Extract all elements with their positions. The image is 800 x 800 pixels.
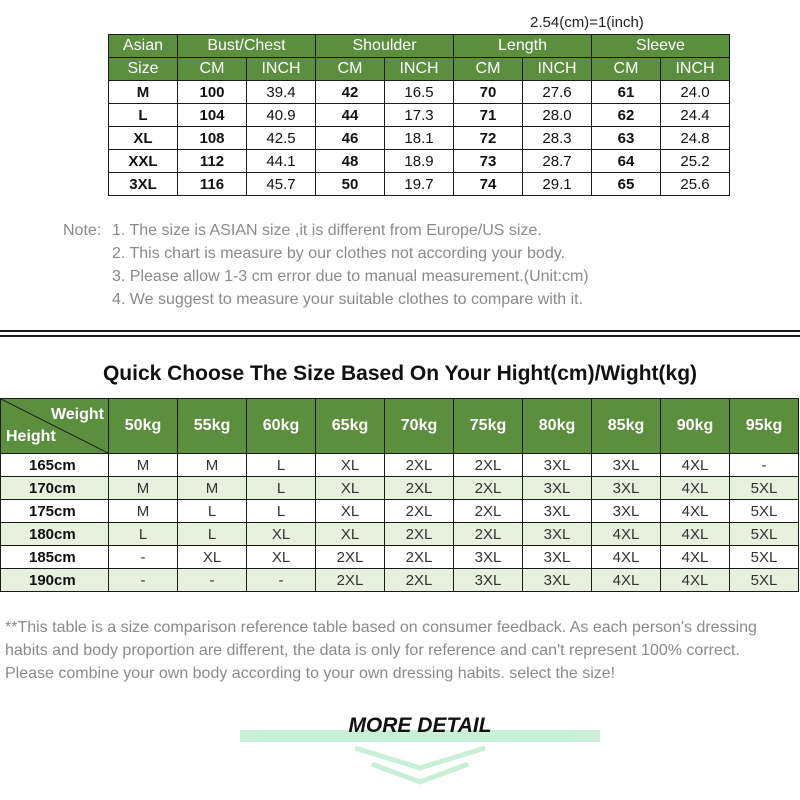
size-cell: 5XL (730, 546, 799, 569)
cm-value: 64 (592, 150, 661, 173)
size-cell: 5XL (730, 477, 799, 500)
size-cell: 3XL (523, 523, 592, 546)
size-cell: 3XL (523, 477, 592, 500)
size-row (109, 127, 730, 150)
size-cell: L (178, 523, 247, 546)
inch-value: 27.6 (523, 81, 592, 104)
height-axis-label: Height (6, 428, 56, 445)
height-weight-table (0, 398, 799, 592)
size-row (109, 173, 730, 196)
inch-value: 24.8 (661, 127, 730, 150)
header-unit-inch: INCH (523, 58, 592, 81)
inch-value: 25.6 (661, 173, 730, 196)
cm-value: 74 (454, 173, 523, 196)
header-unit-inch: INCH (385, 58, 454, 81)
size-cell: 2XL (454, 523, 523, 546)
divider (0, 330, 800, 332)
size-cell: XL (316, 500, 385, 523)
size-cell: 2XL (385, 569, 454, 592)
cm-value: 48 (316, 150, 385, 173)
disclaimer-footnote: **This table is a size comparison reference table based on consumer feedback. As each person's dressing habits and body proportion are different, the data is only for reference and can't represent 100% correct. Please combine your own body according to your own dressing habits. select the size! (5, 619, 757, 682)
cm-value: 63 (592, 127, 661, 150)
size-cell: 2XL (454, 454, 523, 477)
cm-value: 116 (178, 173, 247, 196)
cm-value: 104 (178, 104, 247, 127)
header-bust-chest: Bust/Chest (178, 35, 316, 58)
size-cell: XL (247, 523, 316, 546)
size-cell: 2XL (454, 500, 523, 523)
size-cell: XL (316, 523, 385, 546)
cm-value: 71 (454, 104, 523, 127)
cm-value: 112 (178, 150, 247, 173)
height-label: 180cm (1, 523, 109, 546)
cm-value: 100 (178, 81, 247, 104)
size-cell: 5XL (730, 500, 799, 523)
size-cell: 2XL (385, 500, 454, 523)
size-cell: 4XL (592, 546, 661, 569)
header-asian: Asian (109, 35, 178, 58)
cm-value: 108 (178, 127, 247, 150)
inch-value: 28.7 (523, 150, 592, 173)
divider (0, 335, 800, 337)
size-cell: M (178, 454, 247, 477)
weight-header: 50kg (109, 399, 178, 454)
size-cell: 4XL (661, 523, 730, 546)
size-cell: XL (316, 454, 385, 477)
size-cell: 2XL (385, 477, 454, 500)
header-unit-inch: INCH (247, 58, 316, 81)
size-cell: 2XL (385, 454, 454, 477)
size-cell: 3XL (523, 569, 592, 592)
size-cell: 2XL (385, 546, 454, 569)
size-cell: 5XL (730, 523, 799, 546)
height-row (1, 523, 799, 546)
height-row (1, 500, 799, 523)
inch-value: 39.4 (247, 81, 316, 104)
size-cell: 5XL (730, 569, 799, 592)
size-cell: 2XL (316, 569, 385, 592)
size-cell: XL (178, 546, 247, 569)
size-cell: 4XL (661, 500, 730, 523)
cm-value: 44 (316, 104, 385, 127)
height-label: 165cm (1, 454, 109, 477)
height-row (1, 454, 799, 477)
size-cell: L (247, 500, 316, 523)
inch-value: 29.1 (523, 173, 592, 196)
size-chart-table (108, 34, 730, 196)
weight-header: 85kg (592, 399, 661, 454)
size-cell: - (247, 569, 316, 592)
weight-header: 65kg (316, 399, 385, 454)
size-cell: 3XL (454, 569, 523, 592)
cm-value: 72 (454, 127, 523, 150)
inch-value: 19.7 (385, 173, 454, 196)
size-cell: 3XL (592, 477, 661, 500)
height-row (1, 477, 799, 500)
size-cell: 3XL (454, 546, 523, 569)
more-detail-label: MORE DETAIL (348, 714, 492, 737)
note-item: 2. This chart is measure by our clothes not according your body. (112, 245, 565, 262)
height-label: 185cm (1, 546, 109, 569)
weight-axis-label: Weight (50, 406, 104, 423)
header-shoulder: Shoulder (316, 35, 454, 58)
header-unit-inch: INCH (661, 58, 730, 81)
size-row (109, 81, 730, 104)
size-label: M (109, 81, 178, 104)
weight-header: 55kg (178, 399, 247, 454)
size-cell: 4XL (661, 477, 730, 500)
height-label: 190cm (1, 569, 109, 592)
size-cell: 2XL (385, 523, 454, 546)
table-corner-header (1, 399, 109, 454)
size-cell: L (247, 454, 316, 477)
height-row (1, 569, 799, 592)
note-item: 1. The size is ASIAN size ,it is different from Europe/US size. (112, 222, 542, 239)
inch-value: 45.7 (247, 173, 316, 196)
cm-value: 61 (592, 81, 661, 104)
header-unit-cm: CM (178, 58, 247, 81)
size-label: XL (109, 127, 178, 150)
header-unit-cm: CM (454, 58, 523, 81)
size-cell: - (178, 569, 247, 592)
size-cell: 2XL (454, 477, 523, 500)
size-cell: 3XL (592, 500, 661, 523)
header-unit-cm: CM (592, 58, 661, 81)
size-label: 3XL (109, 173, 178, 196)
size-cell: L (178, 500, 247, 523)
inch-value: 40.9 (247, 104, 316, 127)
weight-header: 70kg (385, 399, 454, 454)
size-cell: 4XL (661, 569, 730, 592)
size-cell: 3XL (523, 500, 592, 523)
inch-value: 18.9 (385, 150, 454, 173)
size-cell: 3XL (592, 454, 661, 477)
unit-conversion: 2.54(cm)=1(inch) (530, 14, 644, 31)
note-item: 4. We suggest to measure your suitable clothes to compare with it. (112, 291, 584, 308)
inch-value: 24.0 (661, 81, 730, 104)
cm-value: 50 (316, 173, 385, 196)
header-unit-cm: CM (316, 58, 385, 81)
size-cell: - (730, 454, 799, 477)
weight-header: 75kg (454, 399, 523, 454)
weight-header: 90kg (661, 399, 730, 454)
cm-value: 62 (592, 104, 661, 127)
size-row (109, 150, 730, 173)
note-item: 3. Please allow 1-3 cm error due to manual measurement.(Unit:cm) (112, 268, 589, 285)
header-length: Length (454, 35, 592, 58)
size-cell: M (109, 477, 178, 500)
size-cell: - (109, 569, 178, 592)
height-row (1, 546, 799, 569)
height-label: 170cm (1, 477, 109, 500)
cm-value: 46 (316, 127, 385, 150)
header-size: Size (109, 58, 178, 81)
more-detail-banner (240, 714, 600, 784)
cm-value: 42 (316, 81, 385, 104)
size-cell: 4XL (661, 454, 730, 477)
size-cell: 4XL (661, 546, 730, 569)
size-cell: - (109, 546, 178, 569)
inch-value: 25.2 (661, 150, 730, 173)
size-cell: M (109, 500, 178, 523)
weight-header: 60kg (247, 399, 316, 454)
size-cell: M (178, 477, 247, 500)
weight-header: 95kg (730, 399, 799, 454)
size-cell: L (247, 477, 316, 500)
inch-value: 28.0 (523, 104, 592, 127)
chevron-down-icon (350, 742, 490, 786)
quick-choose-title: Quick Choose The Size Based On Your Hight(cm)/Wight(kg) (102, 362, 698, 385)
size-row (109, 104, 730, 127)
size-label: XXL (109, 150, 178, 173)
inch-value: 28.3 (523, 127, 592, 150)
note-label: Note: (63, 222, 102, 239)
size-cell: 2XL (316, 546, 385, 569)
cm-value: 73 (454, 150, 523, 173)
header-sleeve: Sleeve (592, 35, 730, 58)
inch-value: 42.5 (247, 127, 316, 150)
weight-header: 80kg (523, 399, 592, 454)
height-label: 175cm (1, 500, 109, 523)
size-cell: 3XL (523, 454, 592, 477)
cm-value: 70 (454, 81, 523, 104)
size-cell: 3XL (523, 546, 592, 569)
cm-value: 65 (592, 173, 661, 196)
inch-value: 18.1 (385, 127, 454, 150)
inch-value: 16.5 (385, 81, 454, 104)
size-cell: 4XL (592, 569, 661, 592)
size-label: L (109, 104, 178, 127)
size-cell: M (109, 454, 178, 477)
size-cell: XL (247, 546, 316, 569)
inch-value: 44.1 (247, 150, 316, 173)
inch-value: 17.3 (385, 104, 454, 127)
size-cell: XL (316, 477, 385, 500)
size-cell: 4XL (592, 523, 661, 546)
inch-value: 24.4 (661, 104, 730, 127)
size-cell: L (109, 523, 178, 546)
